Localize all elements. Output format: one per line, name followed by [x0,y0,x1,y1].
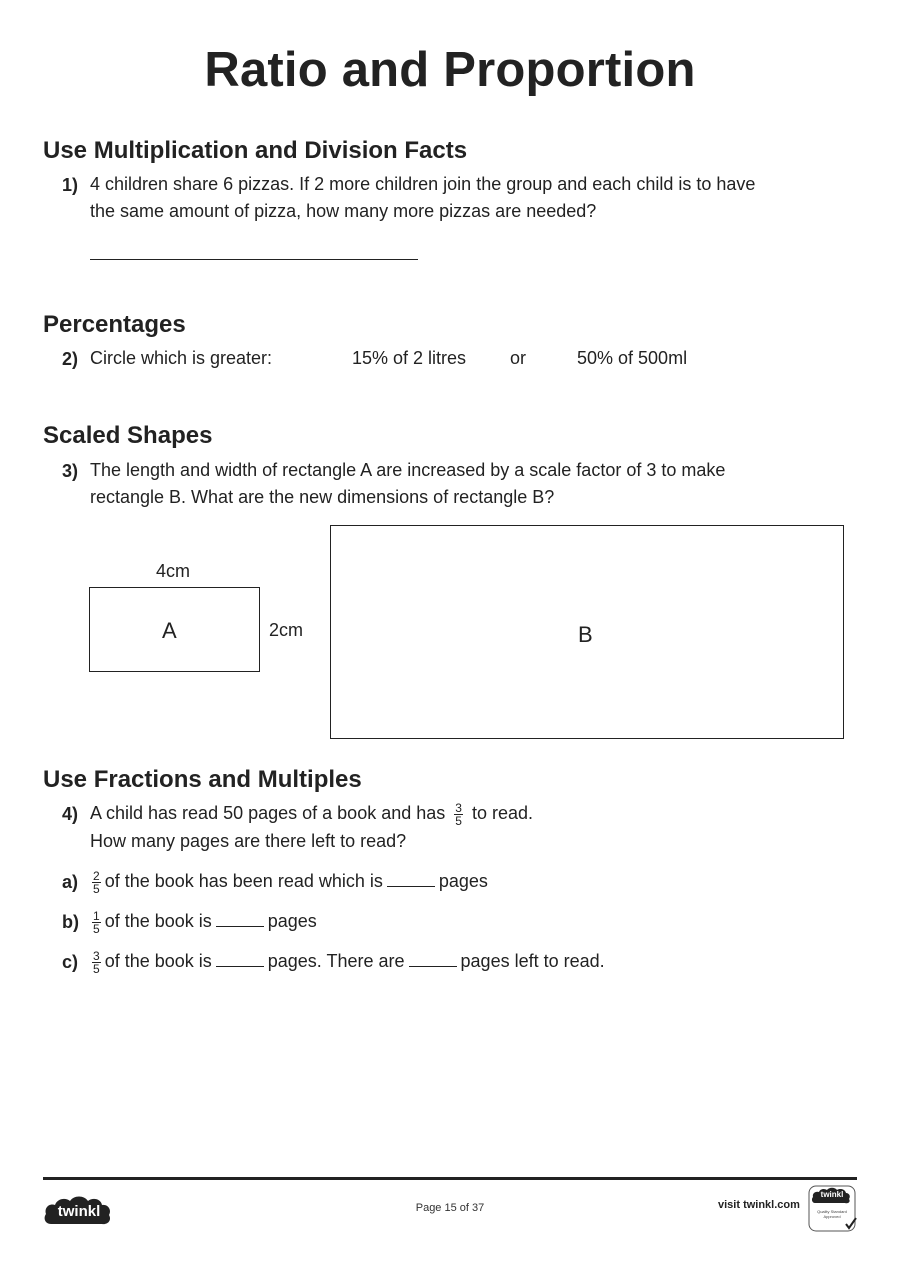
question-2-prompt: Circle which is greater: [90,348,273,368]
footer-divider [43,1177,857,1180]
part-c-line [92,948,605,975]
part-b-text-2: pages [267,911,317,931]
rectangle-a-height-label: 2cm [269,620,304,640]
fraction-three-fifths [454,802,463,827]
part-b-text-1: of the book is [104,911,212,931]
fraction-two-fifths [92,870,101,895]
question-4-line-1 [90,800,533,827]
section-heading-fractions: Use Fractions and Multiples [43,766,362,793]
or-text: or [510,348,527,368]
part-c-label: c) [62,952,79,972]
option-15-percent[interactable]: 15% of 2 litres [352,348,467,368]
page-title: Ratio and Proportion [204,43,696,97]
part-c-answer-blank-2[interactable] [409,950,457,967]
question-1-line-1: 4 children share 6 pizzas. If 2 more children join the group and each child is to have [90,174,756,194]
part-c-answer-blank-1[interactable] [216,950,264,967]
section-heading-percentages: Percentages [43,311,186,338]
part-b-label: b) [62,912,79,932]
answer-line-1[interactable] [90,259,418,260]
part-a-line [92,868,488,895]
part-a-text-1: of the book has been read which is [104,871,383,891]
question-1-line-2: the same amount of pizza, how many more pizzas are needed? [90,201,597,221]
fraction-numerator: 2 [93,868,100,883]
fraction-three-fifths-c [92,950,101,975]
rectangle-a [89,587,260,672]
fraction-one-fifth [92,910,101,935]
section-heading-scaled-shapes: Scaled Shapes [43,422,213,449]
part-a-label: a) [62,872,79,892]
question-4-line-2: How many pages are there left to read? [90,831,407,851]
twinkl-logo-text: twinkl [57,1203,101,1220]
part-b-line [92,908,317,935]
question-number-3: 3) [62,461,79,481]
fraction-numerator: 3 [93,948,100,963]
fraction-numerator: 3 [455,800,462,815]
part-b-answer-blank[interactable] [216,910,264,927]
question-number-2: 2) [62,349,79,369]
part-a-answer-blank[interactable] [387,870,435,887]
rectangle-a-label: A [162,618,177,643]
visit-link[interactable]: visit twinkl.com [718,1199,800,1211]
question-3-line-2: rectangle B. What are the new dimensions of rectangle B? [90,487,555,507]
badge-logo-text: twinkl [820,1190,844,1199]
badge-text: Quality Standard Approved [817,1209,847,1219]
fraction-denominator: 5 [93,881,100,896]
question-4-text-b: to read. [471,803,534,823]
part-c-text-2: pages. There are [267,951,405,971]
part-c-text-3: pages left to read. [460,951,605,971]
question-number-4: 4) [62,804,79,824]
option-50-percent[interactable]: 50% of 500ml [577,348,688,368]
part-c-text-1: of the book is [104,951,212,971]
rectangle-b[interactable] [330,525,844,739]
question-number-1: 1) [62,175,79,195]
fraction-denominator: 5 [455,813,462,828]
quality-badge [808,1185,858,1233]
question-3-line-1: The length and width of rectangle A are increased by a scale factor of 3 to make [90,460,726,480]
fraction-numerator: 1 [93,908,100,923]
question-4-text-a: A child has read 50 pages of a book and has [90,803,446,823]
page-number: Page 15 of 37 [415,1202,485,1214]
fraction-denominator: 5 [93,961,100,976]
part-a-text-2: pages [438,871,488,891]
rectangle-b-label: B [578,622,593,647]
section-heading-multiplication: Use Multiplication and Division Facts [43,137,468,164]
rectangle-a-width-label: 4cm [156,561,191,581]
fraction-denominator: 5 [93,921,100,936]
